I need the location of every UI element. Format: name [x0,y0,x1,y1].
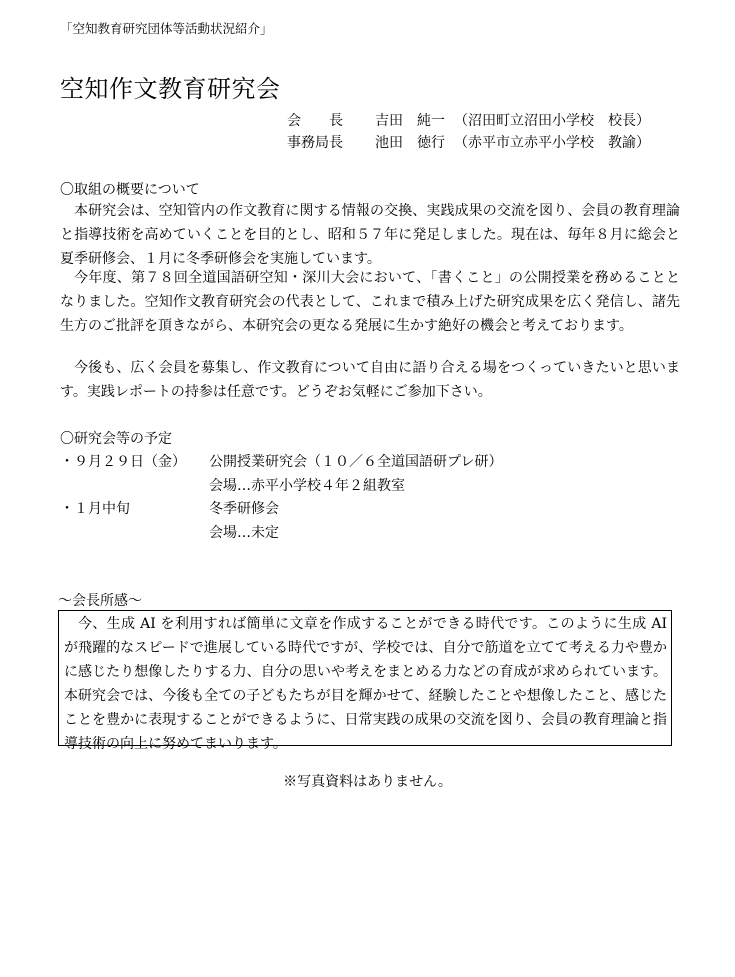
schedule-heading: 〇研究会等の予定 [60,431,172,447]
photo-note: ※写真資料はありません。 [283,774,452,790]
officer-name: 吉田 純一 [375,113,445,129]
document-header-tag: 「空知教育研究団体等活動状況紹介」 [60,21,273,36]
officer-president [287,110,687,132]
officer-name: 池田 徳行 [375,135,445,151]
officer-affiliation: （沼田町立沼田小学校 校長） [454,113,650,129]
officer-secretary-general [287,132,687,154]
schedule-event: 冬季研修会 [209,501,279,517]
schedule-venue: 会場…未定 [209,524,279,541]
schedule-item [60,498,660,545]
president-remarks-body: 今、生成 AI を利用すれば簡単に文章を作成することができる時代です。このように生成 AI が飛躍的なスピードで進展している時代ですが、学校では、自分で筋道を立てて考える力や豊かに感じたり想像したりする力、自分の思いや考えをまとめる力などの育成が求められています。本研究会では、今後も全ての子どもたちが目を輝かせて、経験したことや想像したこと、感じたことを豊かに表現することができるように、日常実践の成果の交流を図り、会員の教育理論と指導技術の向上に努めてまいります。 [64,616,667,752]
officer-role: 事務局長 [287,135,343,151]
schedule-date: ・９月２９日（金） [60,454,186,470]
schedule-venue: 会場…赤平小学校４年２組教室 [209,477,405,494]
overview-paragraph: 今後も、広く会員を募集し、作文教育について自由に語り合える場をつくっていきたいと思います。実践レポートの持参は任意です。どうぞお気軽にご参加下さい。 [60,360,680,400]
page-title: 空知作文教育研究会 [60,75,281,103]
overview-paragraph: 今年度、第７８回全道国語研空知・深川大会において、「書くこと」の公開授業を務めることとなりました。空知作文教育研究会の代表として、これまで積み上げた研究成果を広く発信し、諸先生方のご批評を頂きながら、本研究会の更なる発展に生かす絶好の機会と考えております。 [60,270,680,334]
overview-paragraph: 本研究会は、空知管内の作文教育に関する情報の交換、実践成果の交流を図り、会員の教育理論と指導技術を高めていくことを目的とし、昭和５７年に発足しました。現在は、毎年８月に総会と夏季研修会、１月に冬季研修会を実施しています。 [60,203,680,267]
overview-heading: 〇取組の概要について [60,182,200,198]
president-remarks-box [58,610,672,752]
schedule-date: ・１月中旬 [60,501,130,517]
schedule-event: 公開授業研究会（１０／６全道国語研プレ研） [209,454,503,470]
officer-role: 会 長 [287,113,343,129]
schedule-item [60,451,660,498]
officer-affiliation: （赤平市立赤平小学校 教諭） [454,135,650,151]
president-remarks-heading: ～会長所感～ [58,593,142,609]
